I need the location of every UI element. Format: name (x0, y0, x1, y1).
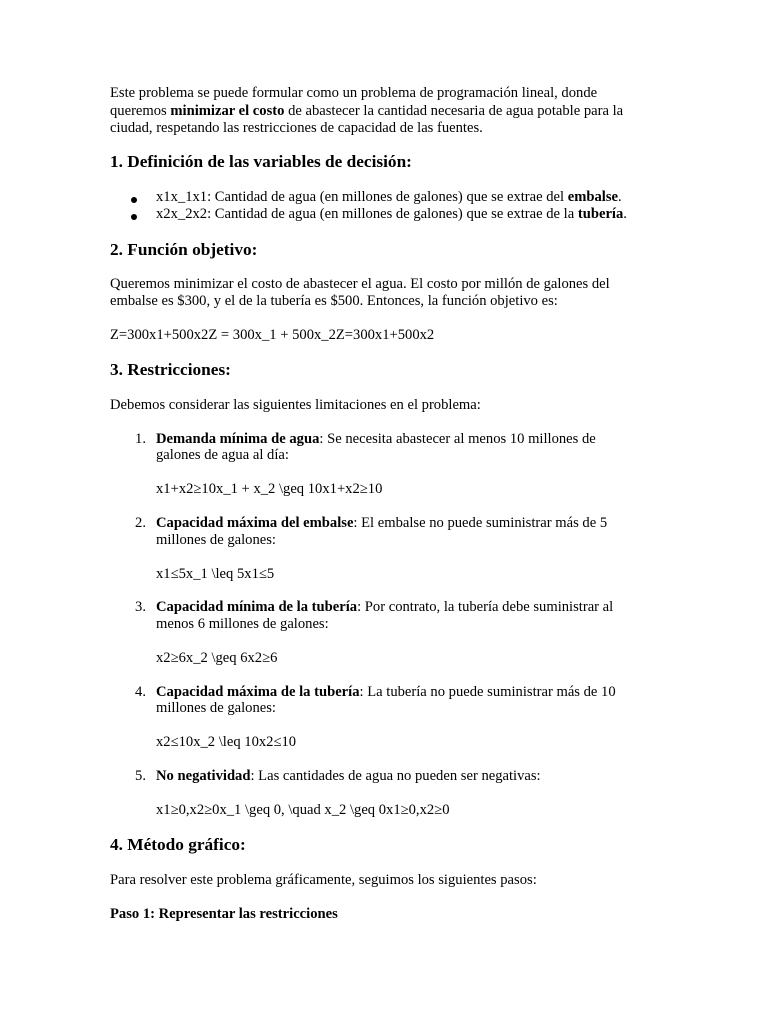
constraint-1-line-1 (156, 431, 596, 449)
item-text: x1x_1x1: Cantidad de agua (en millones de galones) que se extrae del (156, 189, 568, 205)
graphical-method-intro: Para resolver este problema gráficamente, seguimos los siguientes pasos: (110, 872, 537, 888)
constraint-title: Capacidad mínima de la tubería (156, 599, 358, 615)
list-number: 2. (135, 515, 146, 531)
constraint-title: Capacidad máxima de la tubería (156, 684, 360, 700)
step-1-heading: Paso 1: Representar las restricciones (110, 906, 338, 922)
item-emphasis: embalse (567, 189, 619, 205)
section-heading-graphical-method: 4. Método gráfico: (110, 835, 246, 854)
constraint-2-line-1 (156, 515, 607, 533)
intro-line-3: ciudad, respetando las restricciones de capacidad de las fuentes. (110, 120, 483, 136)
constraint-3-formula: x2≥6x_2 \geq 6x2≥6 (156, 650, 278, 666)
list-number: 3. (135, 599, 146, 615)
constraint-title: No negatividad (156, 768, 251, 784)
intro-line-1: Este problema se puede formular como un problema de programación lineal, donde (110, 85, 598, 101)
constraint-text: : El embalse no puede suministrar más de 5 (353, 515, 608, 531)
list-item-variable-2 (156, 206, 627, 224)
list-item-variable-1 (156, 189, 622, 207)
list-number: 5. (135, 768, 146, 784)
intro-line-2 (110, 103, 623, 121)
bullet-icon (131, 197, 137, 203)
constraint-text: : Las cantidades de agua no pueden ser negativas: (250, 768, 541, 784)
section-heading-objective: 2. Función objetivo: (110, 240, 258, 259)
section-heading-variables: 1. Definición de las variables de decisión: (110, 152, 412, 171)
constraint-4-line-1 (156, 684, 616, 702)
item-text: . (618, 189, 622, 205)
item-text: . (623, 206, 627, 222)
list-number: 4. (135, 684, 146, 700)
constraint-text: : Se necesita abastecer al menos 10 millones de (319, 431, 596, 447)
constraint-2-formula: x1≤5x_1 \leq 5x1≤5 (156, 566, 275, 582)
item-text: x2x_2x2: Cantidad de agua (en millones de galones) que se extrae de la (156, 206, 578, 222)
constraint-5-formula: x1≥0,x2≥0x_1 \geq 0, \quad x_2 \geq 0x1≥0,x2≥0 (156, 802, 450, 818)
objective-formula: Z=300x1+500x2Z = 300x_1 + 500x_2Z=300x1+500x2 (110, 327, 435, 343)
constraint-2-line-2: millones de galones: (156, 532, 276, 548)
constraints-intro: Debemos considerar las siguientes limitaciones en el problema: (110, 397, 481, 413)
bullet-icon (131, 214, 137, 220)
intro-text: queremos (110, 103, 171, 119)
constraint-text: : Por contrato, la tubería debe suministrar al (357, 599, 614, 615)
constraint-1-formula: x1+x2≥10x_1 + x_2 \geq 10x1+x2≥10 (156, 481, 383, 497)
constraint-3-line-2: menos 6 millones de galones: (156, 616, 329, 632)
objective-paragraph-line-2: embalse es $300, y el de la tubería es $500. Entonces, la función objetivo es: (110, 293, 558, 309)
constraint-1-line-2: galones de agua al día: (156, 447, 289, 463)
constraint-3-line-1 (156, 599, 613, 617)
constraint-title: Capacidad máxima del embalse (156, 515, 354, 531)
intro-text: de abastecer la cantidad necesaria de agua potable para la (284, 103, 624, 119)
objective-paragraph-line-1: Queremos minimizar el costo de abastecer el agua. El costo por millón de galones del (110, 276, 610, 292)
constraint-text: : La tubería no puede suministrar más de 10 (359, 684, 616, 700)
constraint-title: Demanda mínima de agua (156, 431, 320, 447)
constraint-4-line-2: millones de galones: (156, 700, 276, 716)
item-emphasis: tubería (577, 206, 624, 222)
constraint-5-line-1 (156, 768, 541, 786)
intro-emphasis: minimizar el costo (170, 103, 285, 119)
constraint-4-formula: x2≤10x_2 \leq 10x2≤10 (156, 734, 297, 750)
section-heading-constraints: 3. Restricciones: (110, 360, 231, 379)
list-number: 1. (135, 431, 146, 447)
